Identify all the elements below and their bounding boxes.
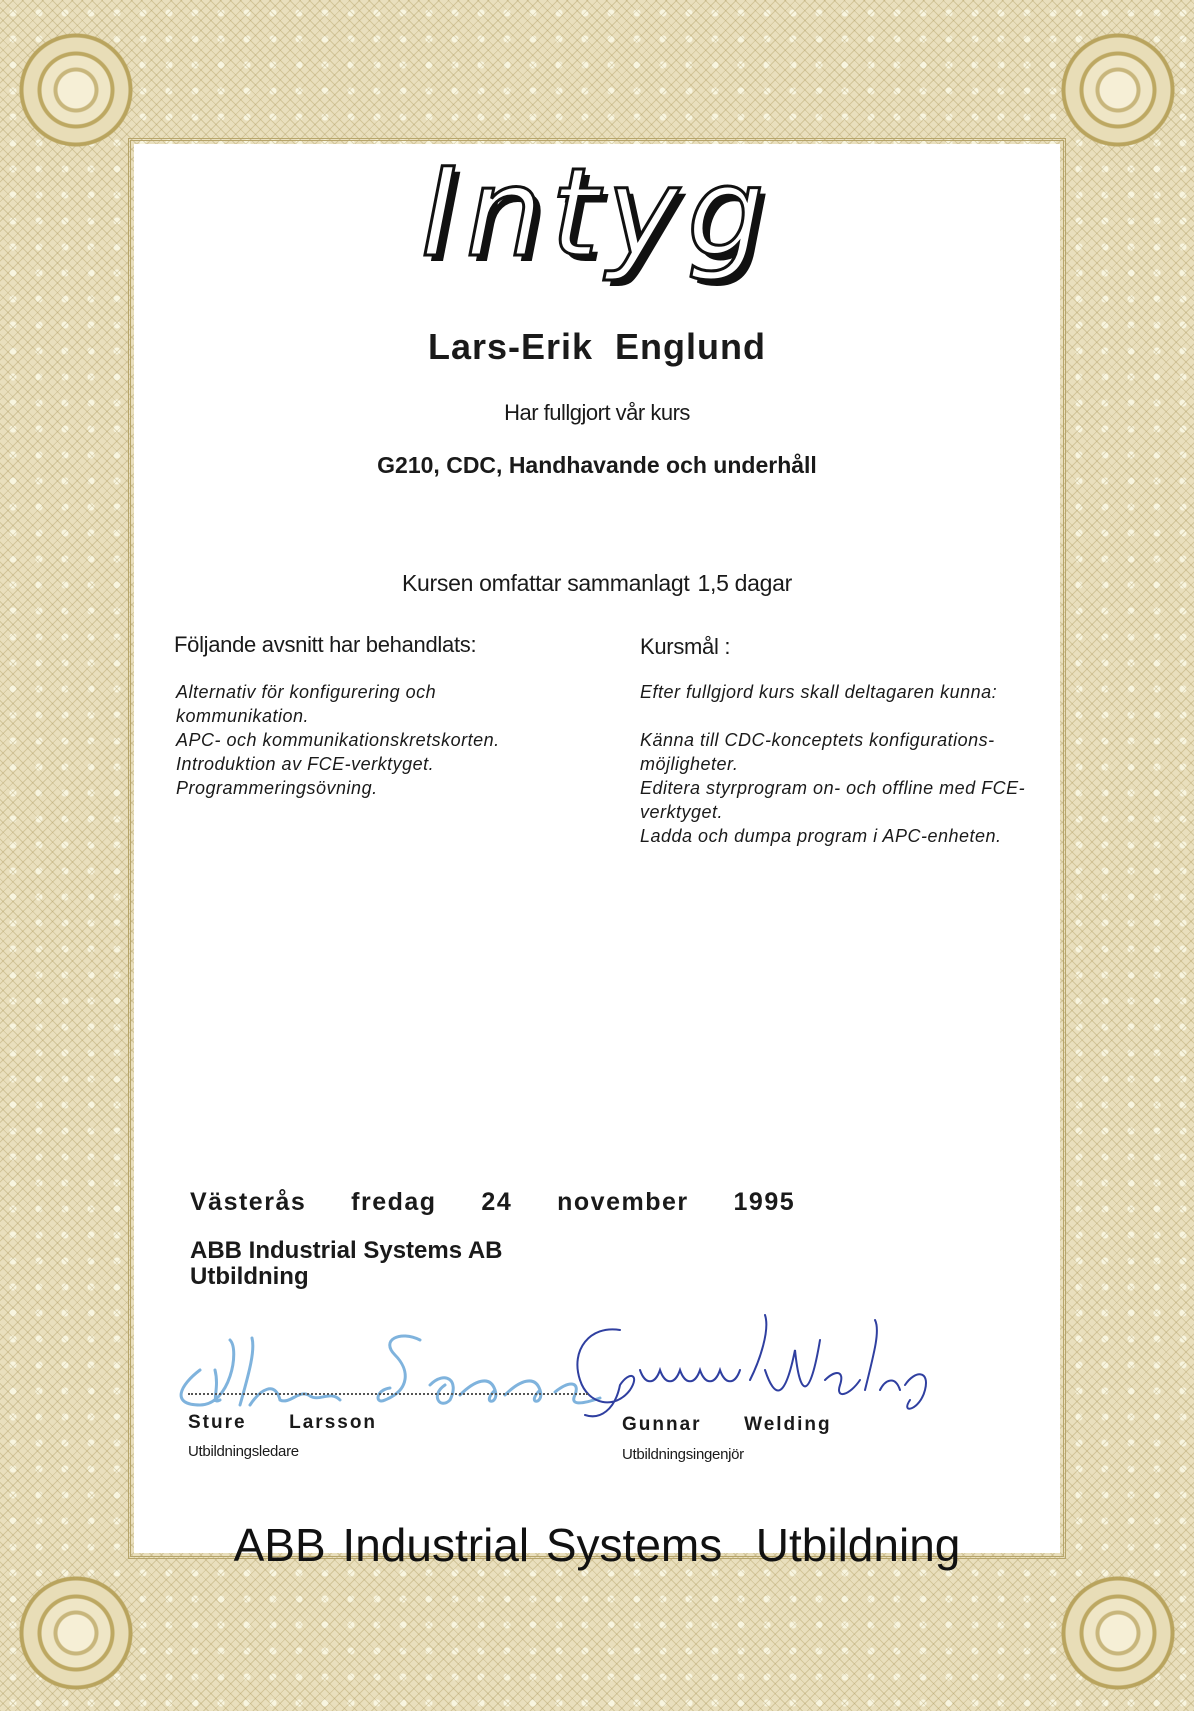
recipient-name: Lars-Erik Englund <box>427 326 767 367</box>
issuer-company: ABB Industrial Systems AB <box>190 1237 503 1264</box>
signer-role: Utbildningsledare <box>188 1443 299 1460</box>
signature-line <box>188 1393 588 1395</box>
issuer <box>190 1238 503 1290</box>
corner-rosette <box>1058 30 1178 150</box>
footer-organization: ABB Industrial Systems Utbildning <box>233 1519 961 1571</box>
goal-item: Känna till CDC-konceptets konfigurations-möjligheter. <box>640 730 995 774</box>
goals-intro: Efter fullgjord kurs skall deltagaren kunna: <box>640 682 998 702</box>
signatures-graphic <box>160 1310 1020 1420</box>
topics-list <box>176 680 546 800</box>
course-duration <box>0 570 1194 597</box>
goals-heading: Kursmål : <box>640 634 731 659</box>
goals-list <box>640 728 1050 848</box>
goal-item: Ladda och dumpa program i APC-enheten. <box>640 826 1002 846</box>
duration-label: Kursen omfattar sammanlagt <box>402 570 690 596</box>
topics-heading: Följande avsnitt har behandlats: <box>174 632 477 657</box>
topic-item: Alternativ för konfigurering och kommunikation. <box>176 682 437 726</box>
topic-item: Introduktion av FCE-verktyget. <box>176 754 435 774</box>
corner-rosette <box>1058 1573 1178 1693</box>
topic-item: Programmeringsövning. <box>176 778 378 798</box>
completion-statement: Har fullgjort vår kurs <box>504 400 690 425</box>
certificate-title: Intyg <box>421 142 773 284</box>
signer-name: Sture Larsson <box>188 1412 378 1433</box>
corner-rosette <box>16 30 136 150</box>
signer-name: Gunnar Welding <box>622 1414 832 1435</box>
issuer-department: Utbildning <box>190 1263 309 1290</box>
signature-gunnar-welding <box>577 1315 926 1416</box>
corner-rosette <box>16 1573 136 1693</box>
place-and-date: Västerås fredag 24 november 1995 <box>190 1188 796 1216</box>
topic-item: APC- och kommunikationskretskorten. <box>176 730 500 750</box>
signer-role: Utbildningsingenjör <box>622 1446 744 1463</box>
goals-section <box>640 680 1050 848</box>
goal-item: Editera styrprogram on- och offline med FCE-verktyget. <box>640 778 1026 822</box>
course-name: G210, CDC, Handhavande och underhåll <box>377 452 817 478</box>
duration-value: 1,5 dagar <box>697 570 792 596</box>
